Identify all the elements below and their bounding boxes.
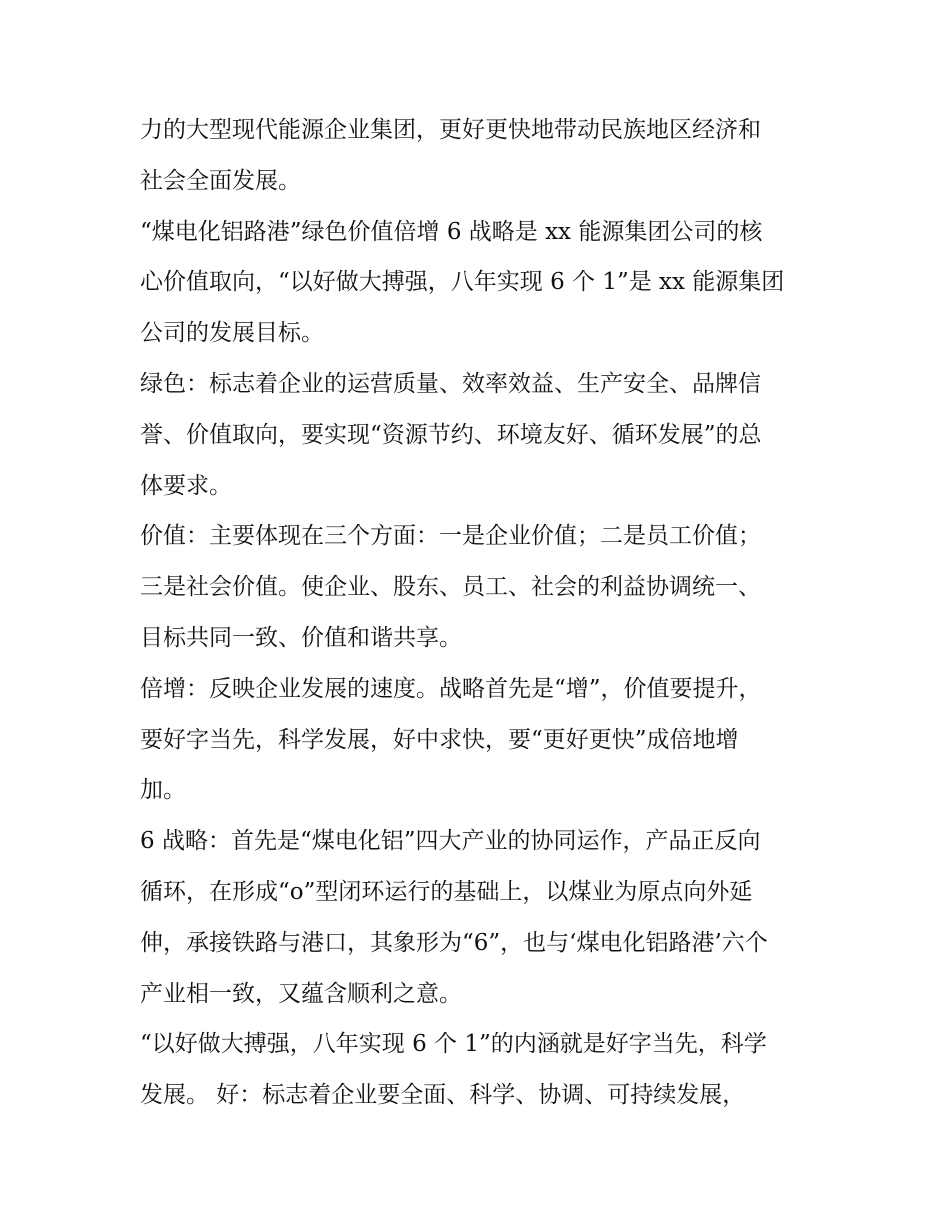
text-line: 三是社会价值。使企业、股东、员工、社会的利益协调统一、: [140, 574, 761, 601]
text-line: 力的大型现代能源企业集团，更好更快地带动民族地区经济和: [140, 117, 761, 143]
text-line: “煤电化铝路港”绿色价值倍增 6 战略是 xx 能源集团公司的核: [140, 218, 763, 245]
text-line: 6 战略：首先是“煤电化铝”四大产业的协同运作，产品正反向: [140, 828, 761, 855]
text-line: 要好字当先，科学发展，好中求快，要“更好更快”成倍地增: [140, 726, 739, 753]
text-line: 心价值取向，“以好做大搏强，八年实现 6 个 1”是 xx 能源集团: [140, 269, 785, 296]
text-line: 社会全面发展。: [140, 167, 301, 194]
text-line: 体要求。: [140, 472, 232, 499]
text-line: 倍增：反映企业发展的速度。战略首先是“增”，价值要提升，: [140, 675, 762, 702]
text-line: 绿色：标志着企业的运营质量、效率效益、生产安全、品牌信: [140, 370, 761, 397]
text-line: “以好做大搏强，八年实现 6 个 1”的内涵就是好字当先，科学: [140, 1031, 767, 1058]
text-line: 誉、价值取向，要实现“资源节约、环境友好、循环发展”的总: [140, 421, 762, 448]
text-line: 价值：主要体现在三个方面：一是企业价值；二是员工价值；: [140, 523, 761, 550]
document-body: [140, 105, 820, 1121]
text-line: 伸，承接铁路与港口，其象形为“6”，也与‘煤电化铝路港’六个: [140, 929, 768, 956]
text-line: 公司的发展目标。: [140, 320, 324, 347]
text-line: 加。: [140, 777, 186, 804]
text-line: 发展。 好：标志着企业要全面、科学、协调、可持续发展，: [140, 1082, 746, 1109]
text-line: 循环，在形成“o”型闭环运行的基础上，以煤业为原点向外延: [140, 878, 753, 905]
text-line: 产业相一致，又蕴含顺利之意。: [140, 980, 462, 1007]
text-line: 目标共同一致、价值和谐共享。: [140, 624, 462, 651]
